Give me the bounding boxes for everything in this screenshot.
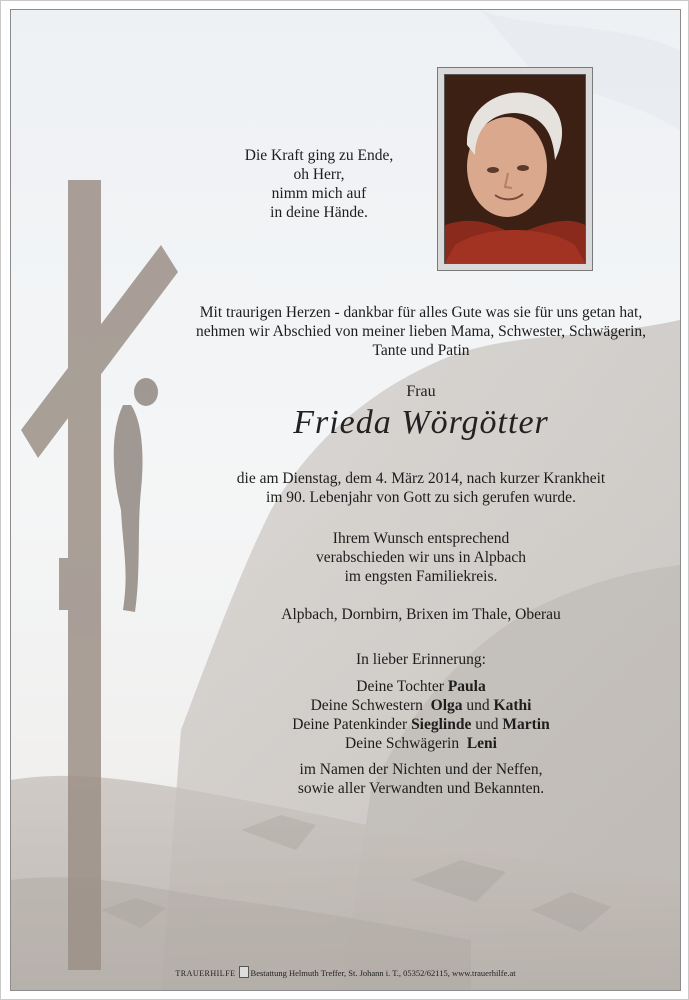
conjunction: und [475, 716, 499, 733]
portrait-photo [444, 74, 586, 264]
family-list [161, 677, 681, 753]
death-line: im 90. Lebenjahr von Gott zu sich gerufen wurde. [266, 489, 576, 506]
wish-line: verabschieden wir uns in Alpbach [315, 549, 527, 566]
portrait-frame [437, 67, 593, 271]
intro-line: nehmen wir Abschied von meiner lieben Mama, Schwester, Schwägerin, [195, 323, 647, 340]
salutation: Frau [406, 383, 436, 400]
intro-text [161, 303, 681, 360]
relatives-closing [161, 760, 681, 798]
intro-line: Mit traurigen Herzen - dankbar für alles Gute was sie für uns getan hat, [199, 304, 643, 321]
wish-line: im engsten Familiekreis. [344, 568, 498, 585]
sisterinlaw-prefix: Deine Schwägerin [345, 735, 460, 752]
death-line: die am Dienstag, dem 4. März 2014, nach kurzer Krankheit [236, 470, 606, 487]
closing-line: sowie aller Verwandten und Bekannten. [297, 780, 545, 797]
sisterinlaw-name: Leni [466, 735, 497, 752]
deceased-name: Frieda Wörgötter [293, 404, 549, 441]
intro-line: Tante und Patin [372, 342, 470, 359]
sister-name: Kathi [493, 697, 532, 714]
family-daughter [161, 677, 681, 696]
funeral-wish [161, 529, 681, 586]
obituary-frame [10, 9, 681, 991]
daughter-name: Paula [447, 678, 486, 695]
footer [11, 966, 680, 978]
poem-line: oh Herr, [293, 166, 345, 183]
sisters-prefix: Deine Schwestern [310, 697, 423, 714]
family-sisters [161, 696, 681, 715]
death-notice [161, 469, 681, 507]
sister-name: Olga [430, 697, 463, 714]
footer-contact: Bestattung Helmuth Treffer, St. Johann i. T., 05352/62115, www.trauerhilfe.at [250, 968, 516, 978]
poem-line: Die Kraft ging zu Ende, [244, 147, 394, 164]
godchild-name: Sieglinde [411, 716, 472, 733]
wish-line: Ihrem Wunsch entsprechend [332, 530, 510, 547]
funeral-logo-icon [239, 966, 249, 978]
godchildren-prefix: Deine Patenkinder [292, 716, 408, 733]
godchild-name: Martin [502, 716, 550, 733]
poem-line: in deine Hände. [270, 204, 368, 221]
memory-heading: In lieber Erinnerung: [356, 651, 486, 668]
family-sisterinlaw [161, 734, 681, 753]
family-godchildren [161, 715, 681, 734]
places-line: Alpbach, Dornbirn, Brixen im Thale, Oberau [281, 606, 561, 623]
conjunction: und [466, 697, 490, 714]
poem-line: nimm mich auf [271, 185, 367, 202]
closing-line: im Namen der Nichten und der Neffen, [299, 761, 543, 778]
footer-brand: TRAUERHILFE [175, 969, 236, 978]
poem [201, 146, 437, 222]
daughter-prefix: Deine Tochter [356, 678, 444, 695]
